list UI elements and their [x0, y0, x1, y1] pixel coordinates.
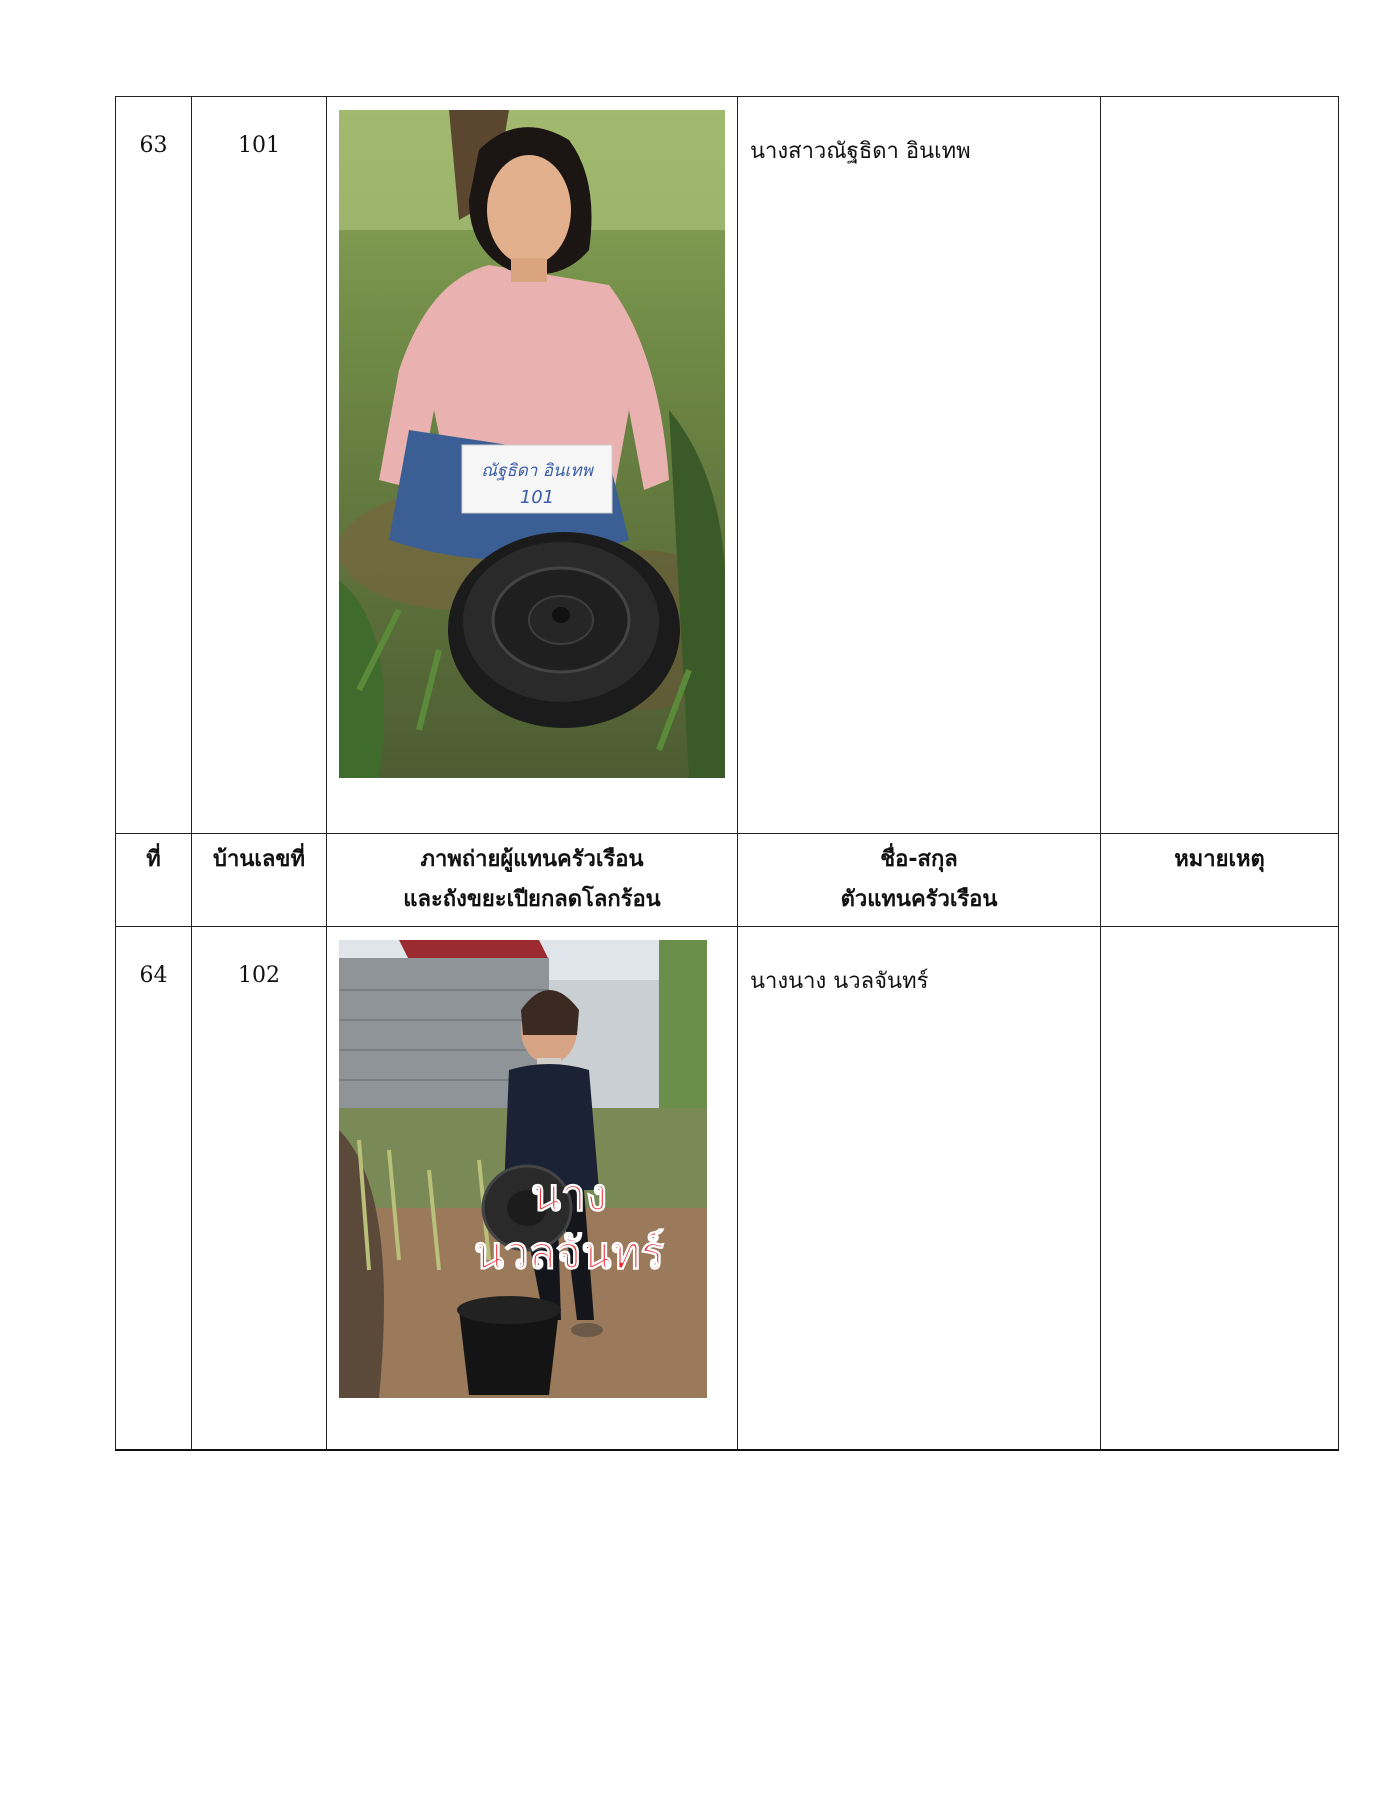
photo-overlay-text-1: นาง — [530, 1170, 608, 1221]
header-house-no: บ้านเลขที่ — [192, 834, 327, 927]
representative-name: นางนาง นวลจันทร์ — [738, 927, 1101, 1451]
photo-sign-text-1: ณัฐธิดา อินเทพ — [481, 461, 593, 481]
table-row — [116, 97, 1339, 834]
table-row — [116, 927, 1339, 1451]
header-remark: หมายเหตุ — [1101, 834, 1339, 927]
household-photo — [339, 940, 707, 1398]
representative-name: นางสาวณัฐธิดา อินเทพ — [738, 97, 1101, 834]
photo-sign-text-2: 101 — [519, 487, 555, 508]
remark-cell — [1101, 97, 1339, 834]
header-name — [738, 834, 1101, 927]
house-number: 101 — [192, 97, 327, 834]
row-number: 63 — [116, 97, 192, 834]
house-number: 102 — [192, 927, 327, 1451]
remark-cell — [1101, 927, 1339, 1451]
header-photo-line1: ภาพถ่ายผู้แทนครัวเรือน — [420, 847, 644, 872]
household-photo — [339, 110, 725, 778]
photo-cell — [327, 927, 738, 1451]
photo-overlay-text-2: นวลจันทร์ — [473, 1228, 665, 1279]
header-photo — [327, 834, 738, 927]
header-name-line1: ชื่อ-สกุล — [880, 847, 958, 872]
header-no: ที่ — [116, 834, 192, 927]
row-number: 64 — [116, 927, 192, 1451]
household-table — [115, 96, 1339, 1451]
header-name-line2: ตัวแทนครัวเรือน — [840, 887, 998, 912]
photo-cell — [327, 97, 738, 834]
header-photo-line2: และถังขยะเปียกลดโลกร้อน — [403, 887, 661, 912]
table-header — [116, 834, 1339, 927]
